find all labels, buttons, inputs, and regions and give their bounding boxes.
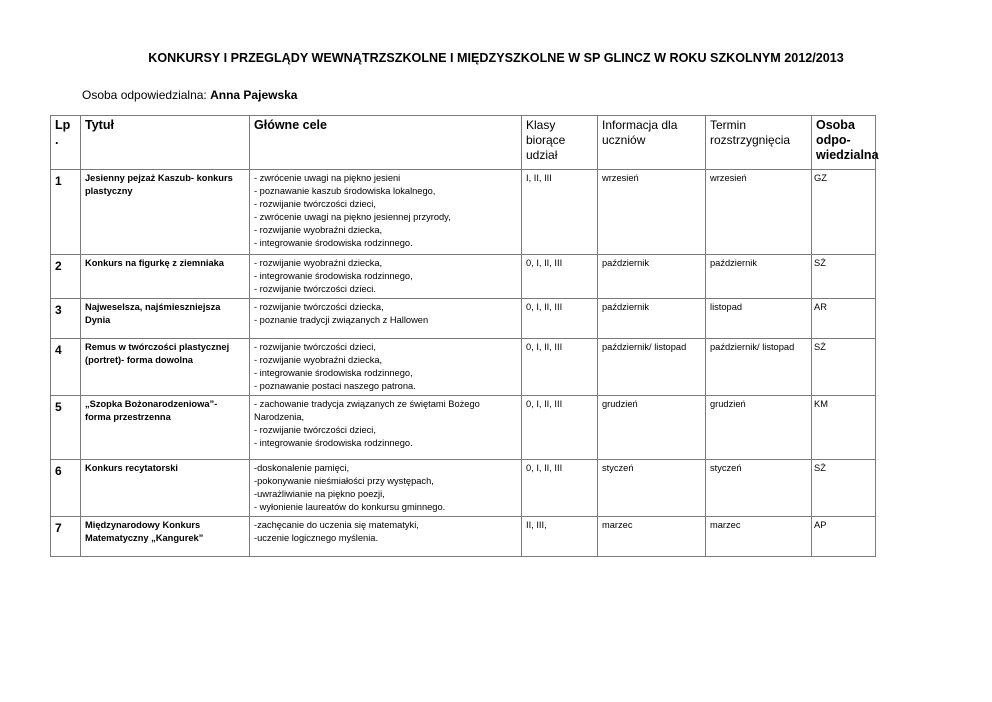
goal-line: -doskonalenie pamięci,	[254, 463, 350, 473]
header-title: Tytuł	[81, 116, 250, 170]
table-row	[51, 339, 876, 396]
row-number: 3	[51, 299, 81, 339]
table-row	[51, 255, 876, 299]
row-term: październik	[706, 255, 812, 299]
table-row	[51, 460, 876, 517]
row-term: listopad	[706, 299, 812, 339]
row-term: marzec	[706, 517, 812, 557]
responsible-name: Anna Pajewska	[210, 88, 298, 102]
row-title: Międzynarodowy Konkurs Matematyczny „Kangurek”	[81, 517, 250, 557]
row-classes: I, II, III	[522, 170, 598, 255]
row-goals	[250, 339, 522, 396]
goal-line: - rozwijanie twórczości dziecka,	[254, 302, 384, 312]
row-goals	[250, 396, 522, 460]
responsible-person-line	[82, 88, 297, 102]
goal-line: -pokonywanie nieśmiałości przy występach,	[254, 476, 434, 486]
header-lp: Lp .	[51, 116, 81, 170]
row-info: grudzień	[598, 396, 706, 460]
row-goals	[250, 517, 522, 557]
row-title: Konkurs na figurkę z ziemniaka	[81, 255, 250, 299]
row-person: SŻ	[812, 255, 876, 299]
goal-line: -uwrażliwianie na piękno poezji,	[254, 489, 385, 499]
row-classes: 0, I, II, III	[522, 460, 598, 517]
goal-line: - wyłonienie laureatów do konkursu gminnego.	[254, 502, 446, 512]
goal-line: -uczenie logicznego myślenia.	[254, 533, 379, 543]
row-classes: 0, I, II, III	[522, 339, 598, 396]
row-number: 4	[51, 339, 81, 396]
row-info: marzec	[598, 517, 706, 557]
row-person: GZ	[812, 170, 876, 255]
row-classes: 0, I, II, III	[522, 255, 598, 299]
row-number: 2	[51, 255, 81, 299]
row-term: wrzesień	[706, 170, 812, 255]
goal-line: - zachowanie tradycja związanych ze świętami Bożego	[254, 399, 480, 409]
goal-line: - integrowanie środowiska rodzinnego,	[254, 271, 413, 281]
row-goals	[250, 299, 522, 339]
row-title: Najweselsza, najśmieszniejsza Dynia	[81, 299, 250, 339]
row-number: 6	[51, 460, 81, 517]
contests-table	[50, 115, 879, 557]
goal-line: - integrowanie środowiska rodzinnego.	[254, 438, 413, 448]
row-classes: 0, I, II, III	[522, 299, 598, 339]
goal-line: - poznanie tradycji związanych z Hallowen	[254, 315, 429, 325]
row-person: SŻ	[812, 460, 876, 517]
row-goals	[250, 460, 522, 517]
goal-line: - rozwijanie wyobraźni dziecka,	[254, 258, 383, 268]
row-info: październik	[598, 299, 706, 339]
goal-line: - poznawanie postaci naszego patrona.	[254, 381, 416, 391]
row-person: SŻ	[812, 339, 876, 396]
row-goals	[250, 255, 522, 299]
row-classes: 0, I, II, III	[522, 396, 598, 460]
goal-line: Narodzenia,	[254, 412, 305, 422]
row-number: 1	[51, 170, 81, 255]
table-row	[51, 396, 876, 460]
goal-line: - poznawanie kaszub środowiska lokalnego,	[254, 186, 436, 196]
page-title: KONKURSY I PRZEGLĄDY WEWNĄTRZSZKOLNE I MIĘDZYSZKOLNE W SP GLINCZ W ROKU SZKOLNYM 2012/2013	[148, 51, 844, 65]
row-info: styczeń	[598, 460, 706, 517]
row-classes: II, III,	[522, 517, 598, 557]
row-goals	[250, 170, 522, 255]
goal-line: -zachęcanie do uczenia się matematyki,	[254, 520, 419, 530]
goal-line: - zwrócenie uwagi na piękno jesiennej przyrody,	[254, 212, 451, 222]
row-term: styczeń	[706, 460, 812, 517]
row-term: październik/ listopad	[706, 339, 812, 396]
table-row	[51, 517, 876, 557]
goal-line: - rozwijanie twórczości dzieci,	[254, 199, 376, 209]
row-person: AR	[812, 299, 876, 339]
goal-line: - rozwijanie wyobraźni dziecka,	[254, 355, 383, 365]
row-title: „Szopka Bożonarodzeniowa”- forma przestrzenna	[81, 396, 250, 460]
goal-line: - integrowanie środowiska rodzinnego.	[254, 238, 413, 248]
goal-line: - zwrócenie uwagi na piękno jesieni	[254, 173, 401, 183]
responsible-label: Osoba odpowiedzialna:	[82, 88, 211, 102]
header-person: Osoba odpo- wiedzialna	[812, 116, 876, 170]
row-title: Remus w twórczości plastycznej (portret)- forma dowolna	[81, 339, 250, 396]
row-info: wrzesień	[598, 170, 706, 255]
row-person: AP	[812, 517, 876, 557]
header-info: Informacja dla uczniów	[598, 116, 706, 170]
row-term: grudzień	[706, 396, 812, 460]
row-number: 5	[51, 396, 81, 460]
row-title: Konkurs recytatorski	[81, 460, 250, 517]
row-info: październik	[598, 255, 706, 299]
table-row	[51, 299, 876, 339]
row-number: 7	[51, 517, 81, 557]
goal-line: - integrowanie środowiska rodzinnego,	[254, 368, 413, 378]
goal-line: - rozwijanie twórczości dzieci,	[254, 425, 376, 435]
row-info: październik/ listopad	[598, 339, 706, 396]
row-person: KM	[812, 396, 876, 460]
header-classes: Klasy biorące udział	[522, 116, 598, 170]
goal-line: - rozwijanie twórczości dzieci.	[254, 284, 376, 294]
goal-line: - rozwijanie twórczości dzieci,	[254, 342, 376, 352]
table-row	[51, 170, 876, 255]
goal-line: - rozwijanie wyobraźni dziecka,	[254, 225, 383, 235]
header-goals: Główne cele	[250, 116, 522, 170]
table-header-row	[51, 116, 876, 170]
header-term: Termin rozstrzygnięcia	[706, 116, 812, 170]
row-title: Jesienny pejzaż Kaszub- konkurs plastyczny	[81, 170, 250, 255]
